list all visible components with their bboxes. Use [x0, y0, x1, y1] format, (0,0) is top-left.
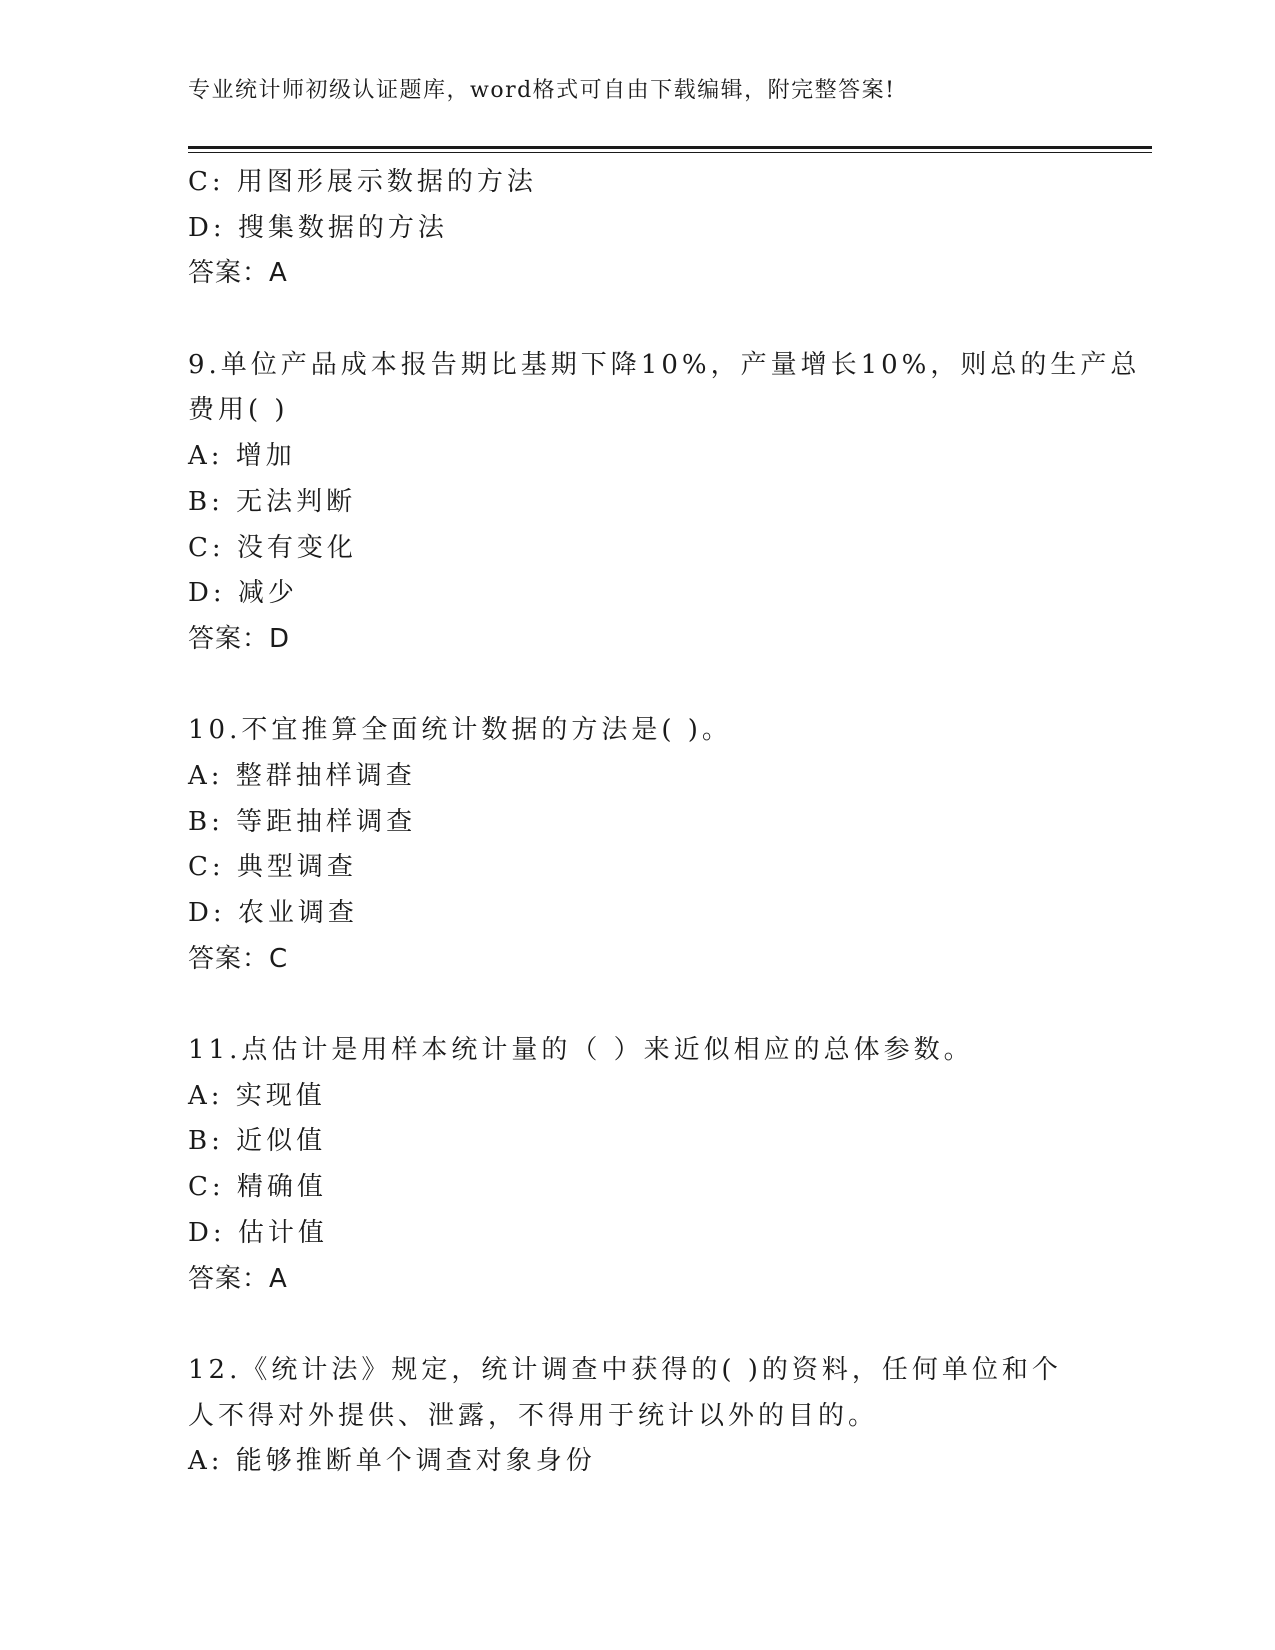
option-d: D: 农业调查 [188, 898, 358, 928]
question-content [188, 160, 1141, 1485]
answer-line: 答案：A [188, 1263, 288, 1294]
spacer [188, 982, 1088, 1028]
question-stem: 11.点估计是用样本统计量的（ ）来近似相应的总体参数。 [188, 1035, 974, 1066]
question-stem: 人不得对外提供、泄露，不得用于统计以外的目的。 [188, 1400, 879, 1431]
option-b: B: 无法判断 [188, 486, 357, 517]
header-rule-thick [188, 146, 1152, 149]
option-a: A: 实现值 [188, 1080, 326, 1111]
answer-line: 答案：D [188, 623, 291, 654]
option-c: C: 没有变化 [188, 532, 357, 563]
option-b: B: 等距抽样调查 [188, 806, 417, 837]
question-stem: 12.《统计法》规定，统计调查中获得的( )的资料，任何单位和个 [188, 1354, 1062, 1385]
answer-line: 答案：C [188, 943, 289, 974]
option-c: C: 用图形展示数据的方法 [188, 167, 537, 197]
question-stem: 费用( ) [188, 395, 289, 426]
option-c: C: 精确值 [188, 1172, 327, 1203]
option-d: D: 减少 [188, 578, 298, 609]
header-rule-thin [188, 152, 1152, 153]
option-a: A: 增加 [188, 441, 296, 472]
spacer [188, 663, 1088, 709]
option-c: C: 典型调查 [188, 852, 357, 883]
page-header: 专业统计师初级认证题库，word格式可自由下载编辑，附完整答案! [188, 78, 896, 103]
answer-line: 答案：A [188, 258, 288, 289]
option-a: A: 整群抽样调查 [188, 760, 416, 791]
option-d: D: 估计值 [188, 1217, 328, 1248]
spacer [188, 1302, 1088, 1348]
option-a: A: 能够推断单个调查对象身份 [188, 1446, 596, 1477]
option-d: D: 搜集数据的方法 [188, 212, 448, 243]
option-b: B: 近似值 [188, 1126, 327, 1157]
question-stem: 10.不宜推算全面统计数据的方法是( )。 [188, 715, 732, 746]
spacer [188, 297, 1088, 343]
question-stem: 9.单位产品成本报告期比基期下降10%，产量增长10%，则总的生产总 [188, 349, 1141, 380]
